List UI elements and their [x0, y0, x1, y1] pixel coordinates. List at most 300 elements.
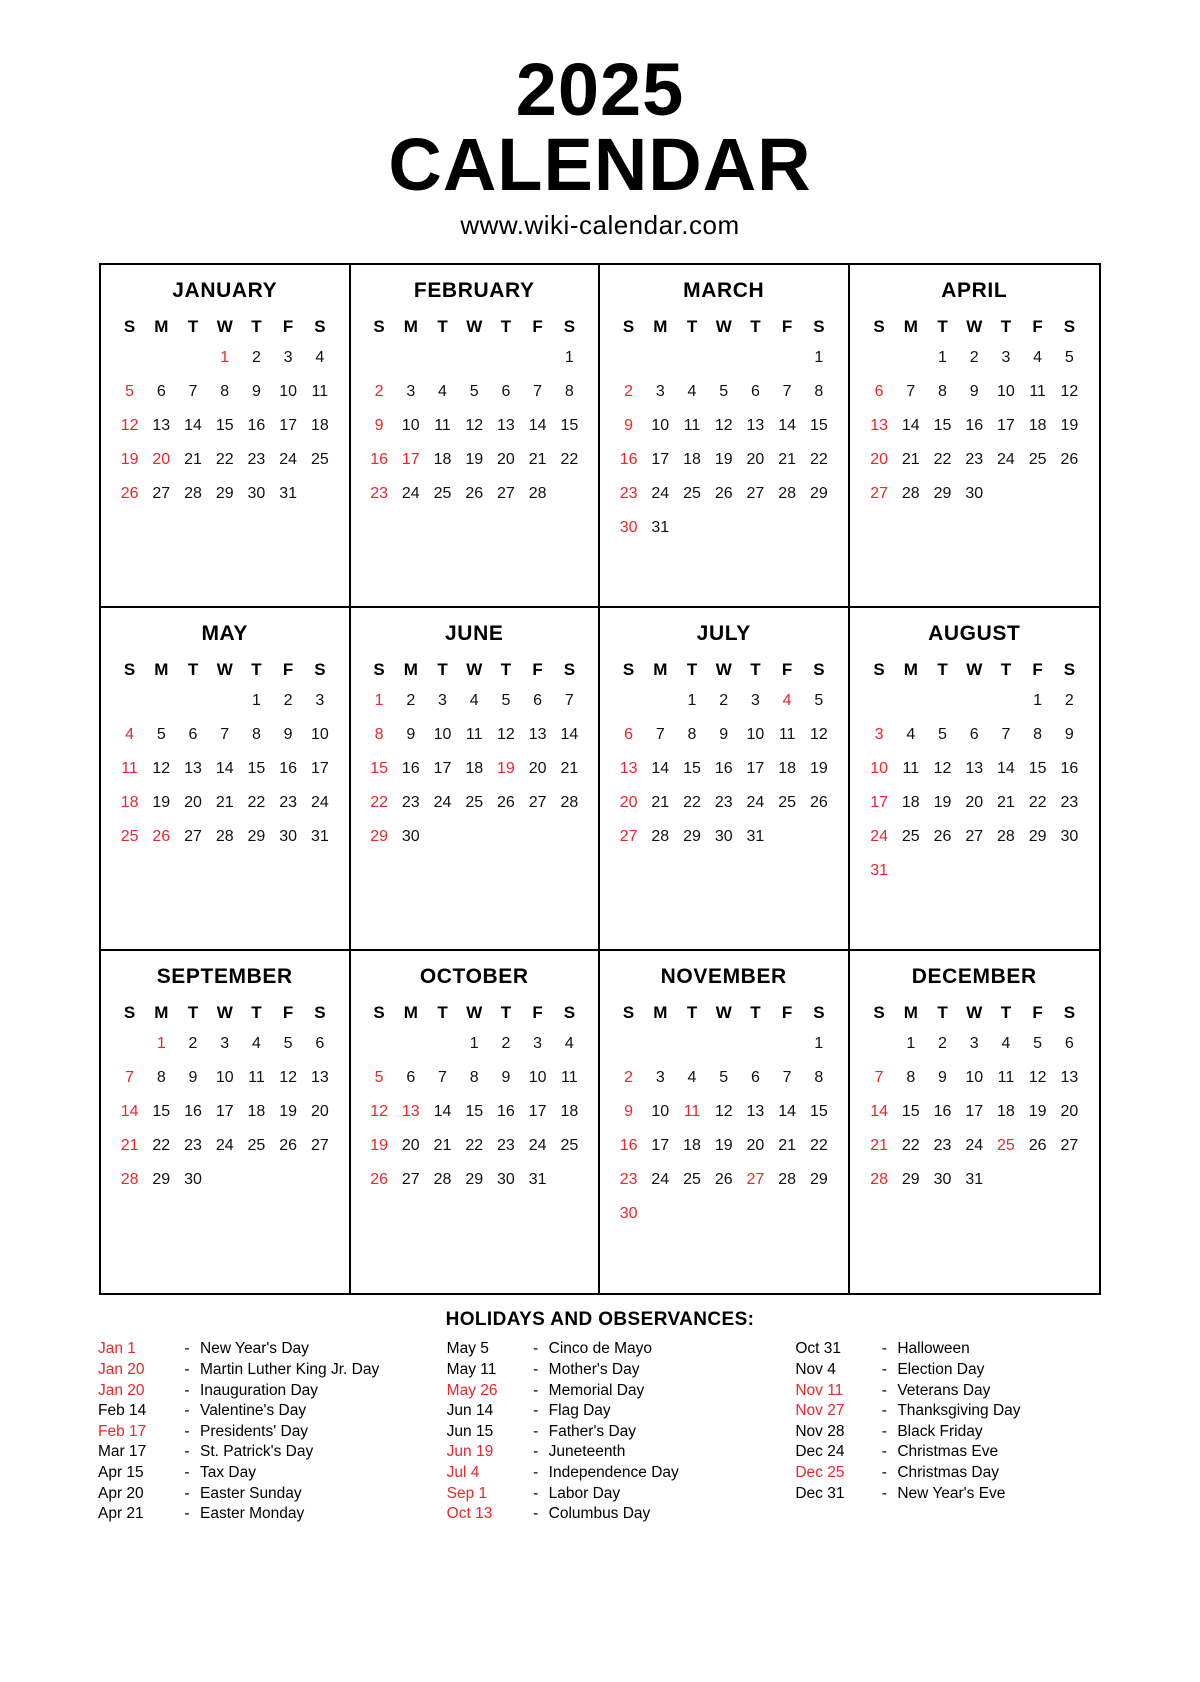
weekday-header: S [622, 317, 635, 337]
month-block [101, 951, 351, 1294]
day-cell-holiday: 9 [374, 417, 384, 435]
month-block [600, 265, 850, 608]
week-row [613, 409, 835, 443]
weekday-header: T [251, 1002, 262, 1022]
day-cell: 15 [683, 760, 701, 778]
weekday-header: M [653, 317, 668, 337]
week-row [114, 752, 336, 786]
day-cell: 7 [782, 383, 792, 401]
empty-day-cell [676, 511, 708, 545]
day-cell: 31 [965, 1170, 984, 1188]
empty-day-cell [1053, 854, 1085, 888]
weekday-header: S [123, 317, 136, 337]
day-cell: 15 [560, 417, 579, 435]
holiday-date: Jun 15 [446, 1422, 494, 1440]
empty-day-cell [990, 684, 1022, 718]
empty-day-cell [895, 341, 927, 375]
holiday-name: Tax Day [200, 1463, 256, 1481]
day-cell: 12 [1028, 1068, 1047, 1086]
day-cell: 25 [1028, 451, 1047, 469]
day-cell: 15 [247, 760, 266, 778]
weekday-header-row [363, 656, 585, 684]
day-cell: 30 [497, 1170, 515, 1188]
holiday-name: Flag Day [548, 1402, 611, 1420]
day-cell: 1 [687, 692, 697, 710]
day-cell: 18 [1028, 417, 1047, 435]
month-block [850, 265, 1100, 608]
holiday-date: Mar 17 [98, 1443, 147, 1461]
day-cell: 8 [156, 1068, 166, 1086]
empty-day-cell [363, 1027, 395, 1061]
day-cell: 27 [152, 485, 171, 503]
day-cell: 15 [809, 417, 828, 435]
weekday-header: M [903, 317, 918, 337]
day-cell: 23 [714, 794, 733, 812]
holiday-row [795, 1360, 1120, 1381]
empty-day-cell [427, 820, 459, 854]
weekday-header: T [251, 317, 262, 337]
empty-day-cell [644, 341, 676, 375]
empty-day-cell [553, 820, 585, 854]
day-cell: 28 [997, 828, 1015, 846]
day-cell: 9 [719, 726, 729, 744]
day-cell: 11 [434, 417, 451, 435]
week-row [613, 684, 835, 718]
day-cell: 15 [152, 1102, 171, 1120]
weekday-header: T [750, 317, 761, 337]
day-cell: 25 [433, 485, 452, 503]
day-cell: 30 [714, 828, 733, 846]
month-block [351, 608, 601, 951]
week-row [613, 1163, 835, 1197]
month-name: DECEMBER [911, 964, 1037, 988]
weekday-header: T [937, 1002, 948, 1022]
day-cell: 8 [469, 1068, 479, 1086]
holiday-row [795, 1339, 1120, 1360]
day-cell: 1 [938, 349, 947, 367]
holiday-name: Christmas Day [897, 1463, 999, 1481]
empty-day-cell [740, 1197, 772, 1231]
day-cell: 6 [750, 1068, 760, 1086]
weekday-header: M [903, 1002, 918, 1022]
day-cell: 25 [465, 794, 484, 812]
holiday-dash: - [533, 1361, 539, 1379]
weekday-header: M [653, 660, 668, 680]
holiday-dash: - [533, 1505, 539, 1523]
holiday-dash: - [881, 1381, 887, 1399]
day-cell: 22 [809, 451, 828, 469]
weekday-header: S [563, 660, 576, 680]
weekday-header: T [1000, 317, 1012, 337]
day-cell: 20 [497, 451, 515, 469]
weekday-header: S [373, 317, 385, 337]
day-cell: 6 [406, 1068, 416, 1086]
weekday-header: T [750, 660, 761, 680]
day-cell: 2 [501, 1034, 511, 1052]
weekday-header: T [1000, 1002, 1012, 1022]
holiday-row [447, 1360, 772, 1381]
day-cell: 28 [651, 828, 670, 846]
day-cell: 2 [1064, 692, 1074, 710]
weekday-header: F [282, 660, 294, 680]
month-name: APRIL [941, 279, 1008, 303]
holiday-name: Valentine's Day [200, 1402, 307, 1420]
month-name: MARCH [683, 279, 765, 303]
day-cell: 1 [814, 349, 824, 367]
day-cell: 25 [683, 485, 701, 503]
day-cell: 25 [310, 451, 329, 469]
day-cell: 28 [184, 485, 202, 503]
empty-day-cell [427, 1027, 459, 1061]
day-cell: 10 [651, 1102, 670, 1120]
holiday-dash: - [533, 1340, 539, 1358]
day-cell: 13 [310, 1068, 329, 1086]
month-block [351, 265, 601, 608]
day-cell: 29 [809, 485, 828, 503]
day-cell: 29 [683, 828, 701, 846]
week-row [363, 684, 585, 718]
holiday-date: Jan 1 [98, 1340, 136, 1358]
holiday-dash: - [184, 1340, 190, 1358]
day-cell-holiday: 3 [874, 726, 884, 744]
empty-day-cell [708, 1197, 740, 1231]
holiday-date: Sep 1 [446, 1484, 488, 1502]
day-cell-holiday: 23 [619, 1170, 638, 1188]
day-cell: 26 [279, 1136, 298, 1154]
holiday-date: Nov 4 [795, 1361, 836, 1379]
day-cell: 18 [560, 1102, 579, 1120]
holiday-date: Feb 14 [98, 1402, 147, 1420]
day-cell: 18 [683, 451, 701, 469]
day-cell: 7 [655, 726, 665, 744]
empty-day-cell [644, 1197, 676, 1231]
empty-day-cell [708, 511, 740, 545]
month-block [351, 951, 601, 1294]
day-cell: 13 [1060, 1068, 1079, 1086]
day-cell-holiday: 26 [120, 485, 139, 503]
day-cell: 9 [1064, 726, 1074, 744]
day-cell: 31 [651, 519, 670, 537]
day-cell-holiday: 15 [370, 760, 388, 778]
day-cell: 24 [965, 1136, 984, 1154]
empty-day-cell [613, 341, 645, 375]
empty-day-cell [1053, 477, 1085, 511]
week-row [613, 443, 835, 477]
day-cell: 10 [310, 726, 329, 744]
day-cell: 22 [465, 1136, 484, 1154]
empty-day-cell [395, 341, 427, 375]
empty-day-cell [1022, 477, 1054, 511]
holiday-row [447, 1339, 772, 1360]
empty-day-cell [990, 854, 1022, 888]
day-cell: 8 [1033, 726, 1043, 744]
day-cell: 11 [248, 1068, 265, 1086]
empty-day-cell [1022, 854, 1054, 888]
empty-day-cell [644, 1027, 676, 1061]
day-cell: 21 [560, 760, 579, 778]
day-cell: 28 [778, 1170, 797, 1188]
holiday-column [98, 1339, 423, 1524]
week-row [863, 1095, 1085, 1129]
weekday-header: S [314, 1002, 326, 1022]
day-cell: 19 [1028, 1102, 1047, 1120]
day-cell: 14 [778, 417, 797, 435]
day-cell: 23 [497, 1136, 515, 1154]
day-cell: 6 [315, 1034, 325, 1052]
day-cell-holiday: 2 [624, 383, 634, 401]
holiday-row [795, 1401, 1120, 1422]
holiday-name: Election Day [897, 1361, 985, 1379]
day-cell: 19 [714, 1136, 733, 1154]
day-cell: 14 [901, 417, 920, 435]
week-row [114, 409, 336, 443]
empty-day-cell [177, 684, 209, 718]
month-table [863, 999, 1085, 1197]
day-cell: 24 [215, 1136, 234, 1154]
day-cell: 3 [655, 383, 665, 401]
holiday-dash: - [184, 1443, 190, 1461]
day-cell: 21 [528, 451, 547, 469]
day-cell: 28 [560, 794, 579, 812]
day-cell: 6 [501, 383, 511, 401]
day-cell-holiday: 16 [370, 451, 388, 469]
day-cell: 25 [560, 1136, 579, 1154]
day-cell: 19 [809, 760, 828, 778]
day-cell: 21 [215, 794, 234, 812]
day-cell-holiday: 26 [370, 1170, 388, 1188]
holiday-row [447, 1422, 772, 1443]
month-name: AUGUST [928, 622, 1021, 646]
day-cell-holiday: 20 [619, 794, 638, 812]
day-cell: 16 [247, 417, 266, 435]
empty-day-cell [771, 511, 803, 545]
week-row [363, 752, 585, 786]
day-cell-holiday: 6 [874, 383, 884, 401]
day-cell: 4 [438, 383, 447, 401]
week-row [114, 375, 336, 409]
day-cell: 17 [279, 417, 298, 435]
day-cell-holiday: 23 [619, 485, 638, 503]
weekday-header: T [937, 317, 948, 337]
day-cell-holiday: 11 [121, 760, 138, 778]
holiday-date: Oct 31 [795, 1340, 841, 1358]
day-cell-holiday: 9 [624, 1102, 634, 1120]
weekday-header: M [154, 317, 169, 337]
day-cell: 14 [651, 760, 670, 778]
day-cell: 31 [746, 828, 765, 846]
day-cell: 7 [564, 692, 574, 710]
day-cell: 28 [215, 828, 234, 846]
holiday-name: Cinco de Mayo [548, 1340, 653, 1358]
holiday-dash: - [533, 1402, 539, 1420]
holiday-dash: - [533, 1463, 539, 1481]
day-cell-holiday: 7 [874, 1068, 884, 1086]
day-cell: 9 [501, 1068, 511, 1086]
month-table [363, 313, 585, 511]
day-cell: 13 [965, 760, 984, 778]
day-cell-holiday: 1 [156, 1034, 166, 1052]
day-cell-holiday: 18 [120, 794, 139, 812]
empty-day-cell [1022, 1163, 1054, 1197]
day-cell: 21 [778, 451, 797, 469]
month-table [613, 656, 835, 854]
empty-day-cell [863, 684, 895, 718]
holiday-dash: - [184, 1402, 190, 1420]
day-cell: 26 [809, 794, 828, 812]
holiday-row [98, 1504, 423, 1525]
day-cell-holiday: 2 [624, 1068, 634, 1086]
day-cell-holiday: 25 [997, 1136, 1015, 1154]
weekday-header: W [466, 1002, 483, 1022]
holiday-dash: - [184, 1505, 190, 1523]
weekday-header: T [187, 317, 199, 337]
day-cell: 15 [465, 1102, 484, 1120]
day-cell: 6 [1064, 1034, 1074, 1052]
week-row [363, 1095, 585, 1129]
day-cell: 17 [528, 1102, 547, 1120]
day-cell: 4 [1001, 1034, 1011, 1052]
weekday-header-row [114, 999, 336, 1027]
page-header [0, 0, 1200, 241]
day-cell: 8 [814, 383, 824, 401]
day-cell: 15 [215, 417, 234, 435]
day-cell: 4 [315, 349, 325, 367]
day-cell: 17 [310, 760, 329, 778]
weekday-header-row [114, 656, 336, 684]
holiday-row [447, 1381, 772, 1402]
day-cell: 1 [469, 1034, 479, 1052]
empty-day-cell [771, 1197, 803, 1231]
empty-day-cell [114, 341, 146, 375]
holiday-dash: - [533, 1422, 539, 1440]
day-cell: 5 [719, 1068, 729, 1086]
day-cell: 26 [1060, 451, 1079, 469]
holiday-date: Apr 21 [98, 1505, 144, 1523]
holiday-date: Jun 19 [446, 1443, 494, 1461]
holiday-date: Nov 11 [795, 1381, 844, 1399]
empty-day-cell [304, 477, 336, 511]
day-cell: 14 [528, 417, 547, 435]
holiday-row [795, 1422, 1120, 1443]
weekday-header: S [373, 1002, 385, 1022]
day-cell: 8 [938, 383, 947, 401]
day-cell: 4 [687, 1068, 697, 1086]
empty-day-cell [490, 341, 522, 375]
holiday-row [98, 1381, 423, 1402]
empty-day-cell [740, 1027, 772, 1061]
day-cell: 27 [528, 794, 547, 812]
empty-day-cell [522, 820, 554, 854]
weekday-header: M [403, 660, 418, 680]
week-row [114, 786, 336, 820]
day-cell: 24 [651, 485, 670, 503]
holiday-name: New Year's Eve [897, 1484, 1006, 1502]
day-cell: 14 [997, 760, 1015, 778]
weekday-header: S [563, 1002, 576, 1022]
weekday-header: W [216, 660, 233, 680]
day-cell-holiday: 22 [370, 794, 388, 812]
months-grid [99, 263, 1101, 1295]
day-cell: 10 [215, 1068, 234, 1086]
day-cell: 2 [251, 349, 261, 367]
empty-day-cell [676, 1027, 708, 1061]
holiday-date: Dec 24 [795, 1443, 845, 1461]
day-cell: 21 [997, 794, 1015, 812]
day-cell-holiday: 19 [120, 451, 139, 469]
day-cell: 9 [251, 383, 261, 401]
day-cell-holiday: 16 [619, 451, 638, 469]
week-row [613, 786, 835, 820]
day-cell: 16 [1060, 760, 1079, 778]
day-cell: 16 [279, 760, 298, 778]
day-cell: 11 [311, 383, 329, 401]
day-cell-holiday: 30 [619, 1204, 638, 1222]
empty-day-cell [863, 341, 895, 375]
weekday-header: F [781, 660, 793, 680]
holiday-column [447, 1339, 772, 1524]
day-cell: 19 [152, 794, 171, 812]
weekday-header: W [216, 317, 233, 337]
month-table [114, 999, 336, 1197]
week-row [114, 820, 336, 854]
weekday-header: F [1032, 660, 1043, 680]
day-cell: 3 [655, 1068, 665, 1086]
weekday-header: S [314, 317, 326, 337]
day-cell: 25 [901, 828, 920, 846]
day-cell: 4 [687, 383, 697, 401]
day-cell: 19 [465, 451, 484, 469]
empty-day-cell [458, 341, 490, 375]
day-cell: 14 [215, 760, 234, 778]
week-row [363, 443, 585, 477]
day-cell: 12 [1060, 383, 1079, 401]
day-cell: 13 [497, 417, 515, 435]
empty-day-cell [740, 511, 772, 545]
day-cell: 12 [279, 1068, 298, 1086]
day-cell: 2 [283, 692, 293, 710]
day-cell: 5 [1064, 349, 1074, 367]
day-cell: 20 [528, 760, 547, 778]
day-cell: 12 [497, 726, 515, 744]
day-cell: 7 [1001, 726, 1011, 744]
day-cell: 5 [719, 383, 729, 401]
day-cell: 12 [714, 1102, 733, 1120]
weekday-header-row [863, 313, 1085, 341]
empty-day-cell [553, 1163, 585, 1197]
week-row [863, 1163, 1085, 1197]
day-cell-holiday: 24 [870, 828, 888, 846]
empty-day-cell [241, 1163, 273, 1197]
weekday-header: F [282, 317, 294, 337]
holiday-name: Columbus Day [548, 1505, 651, 1523]
day-cell: 2 [719, 692, 729, 710]
day-cell: 7 [906, 383, 916, 401]
day-cell: 12 [152, 760, 171, 778]
month-table [114, 313, 336, 511]
holiday-row [98, 1484, 423, 1505]
day-cell: 8 [906, 1068, 916, 1086]
day-cell-holiday: 23 [370, 485, 388, 503]
week-row [114, 1061, 336, 1095]
holiday-dash: - [881, 1484, 887, 1502]
week-row [114, 1163, 336, 1197]
holiday-name: Juneteenth [548, 1443, 626, 1461]
week-row [613, 1061, 835, 1095]
week-row [863, 1129, 1085, 1163]
holiday-row [98, 1339, 423, 1360]
day-cell: 3 [406, 383, 416, 401]
holiday-dash: - [533, 1443, 539, 1461]
